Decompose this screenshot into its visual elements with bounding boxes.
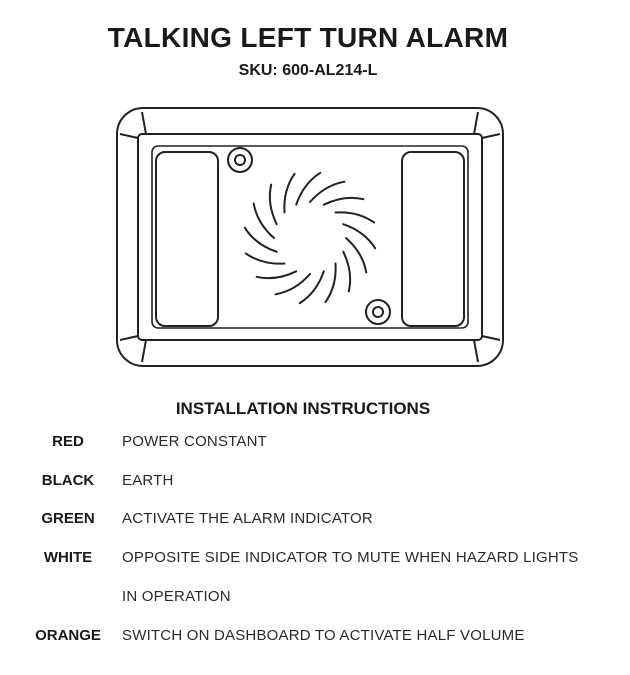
wire-description: SWITCH ON DASHBOARD TO ACTIVATE HALF VOLUME	[122, 627, 525, 644]
wire-color-label: RED	[52, 433, 84, 450]
wire-description: ACTIVATE THE ALARM INDICATOR	[122, 510, 373, 527]
wire-description: POWER CONSTANT	[122, 433, 268, 450]
wire-color-label: WHITE	[43, 549, 93, 566]
speaker-grille	[245, 173, 375, 303]
wire-color-label: GREEN	[41, 510, 95, 527]
grille-slot	[245, 228, 277, 252]
wire-description: IN OPERATION	[122, 588, 231, 605]
wire-color-label: BLACK	[41, 472, 95, 489]
grille-slot	[343, 252, 350, 292]
grille-slot	[257, 271, 297, 278]
grille-slot	[300, 271, 324, 303]
grille-slot	[324, 198, 364, 205]
product-sku: SKU: 600-AL214-L	[238, 62, 378, 79]
product-title: TALKING LEFT TURN ALARM	[107, 22, 509, 53]
instruction-row	[0, 430, 630, 454]
grille-slot	[246, 253, 285, 263]
wire-description: OPPOSITE SIDE INDICATOR TO MUTE WHEN HAZARD LIGHTS	[122, 549, 579, 566]
bottom-screw	[366, 300, 390, 324]
instruction-row	[0, 624, 630, 648]
instructions-heading: INSTALLATION INSTRUCTIONS	[175, 399, 431, 418]
wire-description: EARTH	[122, 472, 174, 489]
grille-slot	[336, 212, 375, 222]
grille-slot	[343, 224, 375, 248]
alarm-device-illustration	[112, 104, 508, 372]
face-plate	[152, 146, 468, 328]
top-screw	[228, 148, 252, 172]
right-pad	[402, 152, 464, 326]
housing-bezel	[138, 134, 482, 340]
instruction-row	[0, 546, 630, 570]
instruction-row	[0, 507, 630, 531]
grille-slot	[284, 174, 294, 213]
grille-slot	[325, 264, 335, 303]
left-pad	[156, 152, 218, 326]
grille-slot	[270, 185, 277, 225]
grille-slot	[296, 173, 320, 205]
wire-color-label: ORANGE	[35, 627, 101, 644]
instruction-row	[0, 585, 630, 609]
instruction-row	[0, 469, 630, 493]
